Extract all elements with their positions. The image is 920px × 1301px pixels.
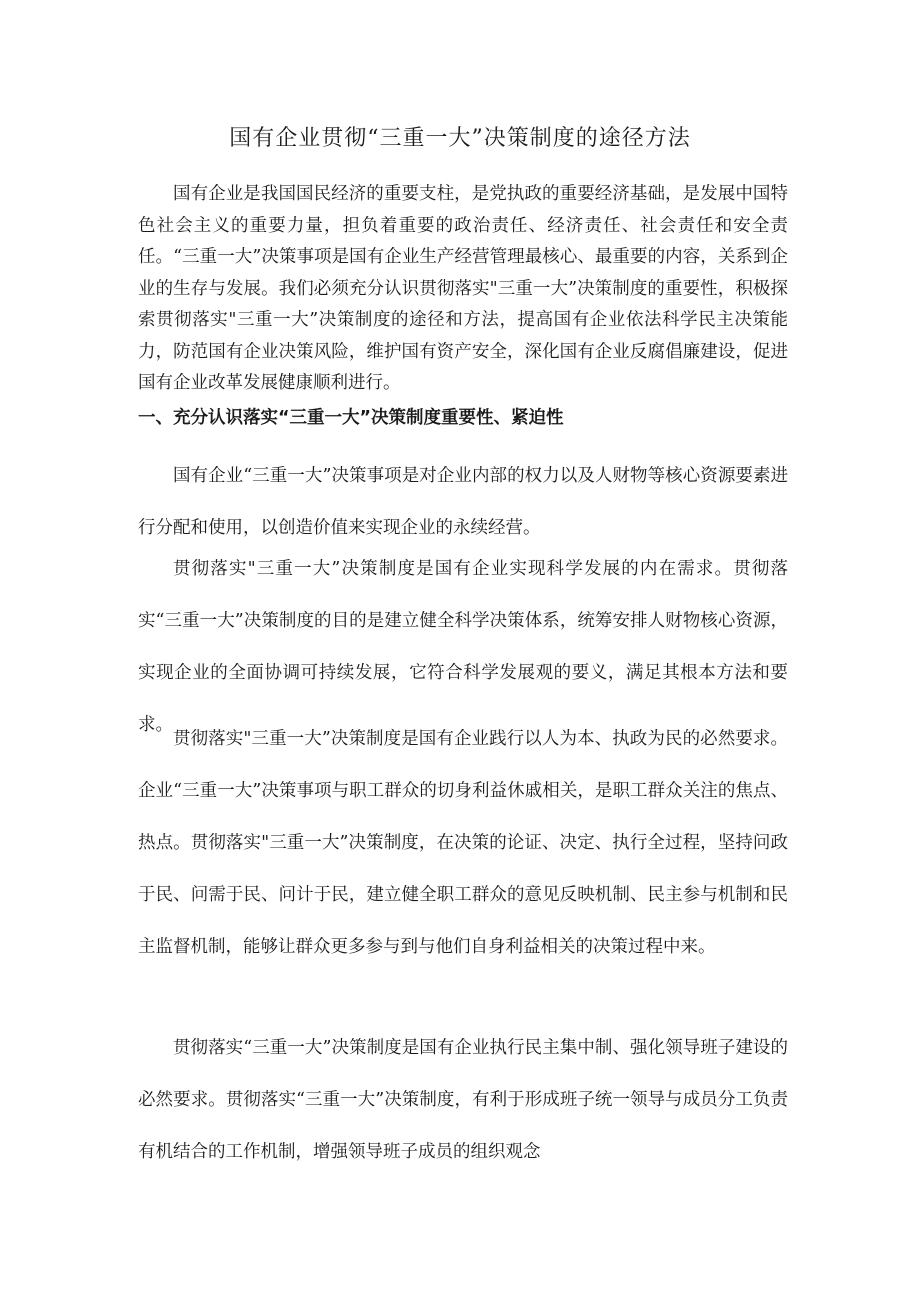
body-paragraph: 贯彻落实"三重一大”决策制度是国有企业实现科学发展的内在需求。贯彻落实“三重一大”决策制度的目的是建立健全科学决策体系，统筹安排人财物核心资源，实现企业的全面协调可持续发展，它符合科学发展观的要义，满足其根本方法和要求。 [138, 559, 788, 735]
document-title: 国有企业贯彻“三重一大”决策制度的途径方法 [229, 126, 691, 151]
body-paragraph: 贯彻落实“三重一大”决策制度是国有企业执行民主集中制、强化领导班子建设的必然要求。贯彻落实“三重一大”决策制度，有利于形成班子统一领导与成员分工负责有机结合的工作机制，增强领导班子成员的组织观念 [138, 1038, 788, 1162]
section-heading: 一、充分认识落实“三重一大”决策制度重要性、紧迫性 [138, 408, 564, 428]
intro-paragraph: 国有企业是我国国民经济的重要支柱，是党执政的重要经济基础，是发展中国特色社会主义的重要力量，担负着重要的政治责任、经济责任、社会责任和安全责任。“三重一大”决策事项是国有企业生产经营管理最核心、最重要的内容，关系到企业的生存与发展。我们必须充分认识贯彻落实"三重一大”决策制度的重要性，积极探索贯彻落实"三重一大”决策制度的途径和方法，提高国有企业依法科学民主决策能力，防范国有企业决策风险，维护国有资产安全，深化国有企业反腐倡廉建设，促进国有企业改革发展健康顺利进行。 [138, 184, 788, 393]
body-paragraph: 国有企业“三重一大”决策事项是对企业内部的权力以及人财物等核心资源要素进行分配和使用，以创造价值来实现企业的永续经营。 [138, 466, 788, 538]
body-paragraph: 贯彻落实"三重一大”决策制度是国有企业践行以人为本、执政为民的必然要求。企业“三重一大”决策事项与职工群众的切身利益休戚相关，是职工群众关注的焦点、热点。贯彻落实"三重一大”决策制度，在决策的论证、决定、执行全过程，坚持问政于民、问需于民、问计于民，建立健全职工群众的意见反映机制、民主参与机制和民主监督机制，能够让群众更多参与到与他们自身利益相关的决策过程中来。 [138, 729, 788, 957]
